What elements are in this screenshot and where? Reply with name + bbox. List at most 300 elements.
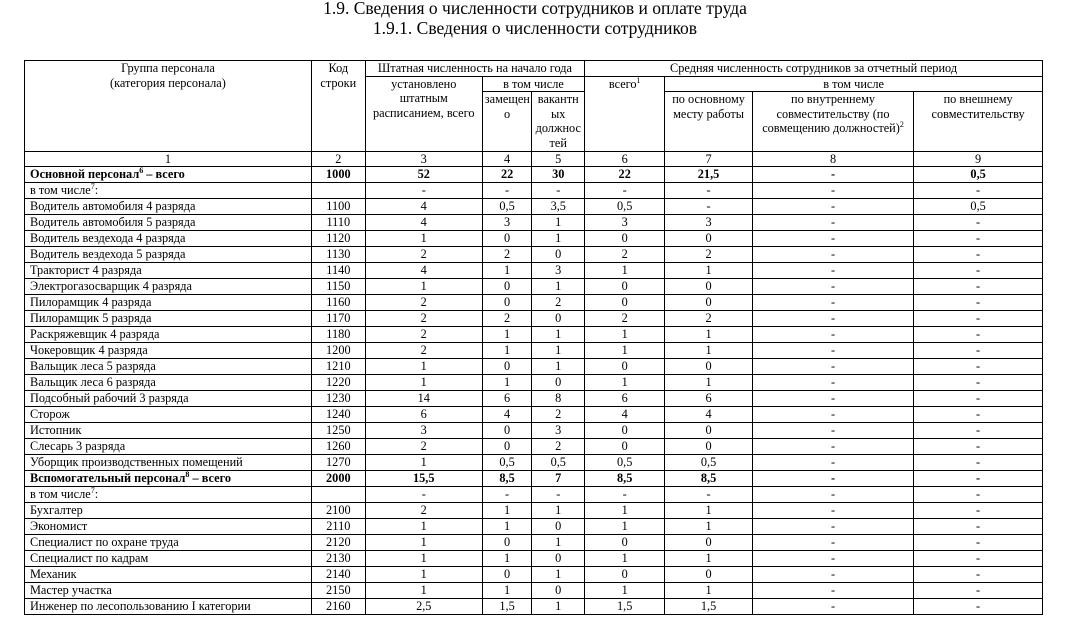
row-value-c5: 7 — [532, 471, 585, 487]
row-value-c8: - — [752, 487, 913, 503]
row-value-c6: 22 — [585, 167, 665, 183]
table-row — [25, 423, 1043, 439]
row-value-c6: 2 — [585, 311, 665, 327]
row-code: 1110 — [311, 215, 365, 231]
row-value-c5: 1 — [532, 215, 585, 231]
row-value-c6: 8,5 — [585, 471, 665, 487]
row-name: Мастер участка — [30, 583, 112, 598]
row-name: Бухгалтер — [30, 503, 83, 518]
row-value-c8: - — [752, 471, 913, 487]
row-name-cell — [25, 407, 312, 423]
row-value-c3: 2 — [365, 503, 482, 519]
row-value-c3: 2 — [365, 311, 482, 327]
row-value-c9: - — [914, 599, 1043, 615]
row-name: Пилорамщик 4 разряда — [30, 295, 152, 310]
row-name-tail: : — [94, 183, 99, 198]
header-code — [311, 61, 365, 152]
header-avg: Средняя численность сотрудников за отчетный период — [585, 61, 1043, 77]
table-row — [25, 231, 1043, 247]
row-value-c8: - — [752, 535, 913, 551]
row-name: Специалист по кадрам — [30, 551, 149, 566]
table-row — [25, 503, 1043, 519]
column-number: 8 — [752, 152, 913, 167]
row-value-c3: 2 — [365, 295, 482, 311]
row-value-c4: 1 — [482, 551, 532, 567]
row-value-c4: 1 — [482, 583, 532, 599]
row-value-c7: - — [665, 487, 753, 503]
column-number: 3 — [365, 152, 482, 167]
row-value-c5: 2 — [532, 439, 585, 455]
row-name-cell — [25, 455, 312, 471]
row-name-cell — [25, 359, 312, 375]
row-code: 2000 — [311, 471, 365, 487]
row-value-c8: - — [752, 551, 913, 567]
row-value-c5: - — [532, 487, 585, 503]
row-value-c6: 1 — [585, 503, 665, 519]
row-value-c8: - — [752, 199, 913, 215]
row-name: в том числе — [30, 183, 91, 198]
row-value-c8: - — [752, 311, 913, 327]
table-row — [25, 215, 1043, 231]
row-value-c7: 1 — [665, 503, 753, 519]
header-avg-internal-note: 2 — [899, 120, 904, 130]
row-name-cell — [25, 567, 312, 583]
row-value-c3: 1 — [365, 231, 482, 247]
row-name-cell — [25, 295, 312, 311]
row-code: 2140 — [311, 567, 365, 583]
row-name: Вальщик леса 6 разряда — [30, 375, 156, 390]
row-value-c5: 0 — [532, 551, 585, 567]
row-name: Тракторист 4 разряда — [30, 263, 142, 278]
row-value-c9: - — [914, 295, 1043, 311]
row-name-tail: – всего — [189, 471, 232, 486]
header-staff-incl: в том числе — [482, 76, 584, 92]
row-code: 1100 — [311, 199, 365, 215]
column-number: 7 — [665, 152, 753, 167]
row-value-c3: - — [365, 183, 482, 199]
row-name-cell — [25, 167, 312, 183]
column-number: 2 — [311, 152, 365, 167]
row-value-c8: - — [752, 567, 913, 583]
row-value-c4: 1 — [482, 263, 532, 279]
row-code: 2110 — [311, 519, 365, 535]
row-value-c6: 1 — [585, 551, 665, 567]
row-value-c6: 1 — [585, 583, 665, 599]
row-value-c4: 4 — [482, 407, 532, 423]
row-value-c7: 8,5 — [665, 471, 753, 487]
row-value-c9: - — [914, 583, 1043, 599]
row-value-c3: 3 — [365, 423, 482, 439]
row-value-c5: 0,5 — [532, 455, 585, 471]
row-value-c7: 0 — [665, 295, 753, 311]
row-value-c6: 1 — [585, 327, 665, 343]
row-value-c4: 0,5 — [482, 199, 532, 215]
row-value-c6: 0 — [585, 231, 665, 247]
header-staff-established: установлено штатным расписанием, всего — [365, 76, 482, 152]
row-value-c7: 1 — [665, 263, 753, 279]
row-value-c5: 0 — [532, 375, 585, 391]
row-value-c8: - — [752, 343, 913, 359]
page-title: 1.9. Сведения о численности сотрудников и оплате труда — [323, 0, 747, 18]
row-value-c5: 1 — [532, 567, 585, 583]
row-value-c9: - — [914, 535, 1043, 551]
row-name: Подсобный рабочий 3 разряда — [30, 391, 189, 406]
row-value-c6: 1 — [585, 263, 665, 279]
table-row — [25, 487, 1043, 503]
row-value-c3: 1 — [365, 279, 482, 295]
row-name-cell — [25, 503, 312, 519]
row-value-c3: 15,5 — [365, 471, 482, 487]
row-value-c9: - — [914, 455, 1043, 471]
row-name: Электрогазосварщик 4 разряда — [30, 279, 192, 294]
footnote-mark: 7 — [90, 182, 95, 192]
row-name-cell — [25, 551, 312, 567]
row-value-c5: 0 — [532, 583, 585, 599]
row-value-c3: 2 — [365, 327, 482, 343]
table-row — [25, 263, 1043, 279]
row-name-cell — [25, 199, 312, 215]
row-value-c3: 2 — [365, 343, 482, 359]
row-value-c9: - — [914, 231, 1043, 247]
row-value-c4: 8,5 — [482, 471, 532, 487]
row-code: 2120 — [311, 535, 365, 551]
row-value-c4: 0 — [482, 423, 532, 439]
footnote-mark: 7 — [90, 486, 95, 496]
row-name-cell — [25, 439, 312, 455]
row-code: 1140 — [311, 263, 365, 279]
table-row — [25, 167, 1043, 183]
row-value-c6: 2 — [585, 247, 665, 263]
row-name: Водитель автомобиля 5 разряда — [30, 215, 196, 230]
header-code-line2: строки — [320, 75, 357, 90]
row-name: Основной персонал — [30, 167, 140, 182]
row-value-c8: - — [752, 519, 913, 535]
row-value-c8: - — [752, 599, 913, 615]
header-avg-internal: по внутреннему совместительству (по совмещению должностей) — [762, 92, 900, 136]
header-staff: Штатная численность на начало года — [365, 61, 584, 77]
row-name: Пилорамщик 5 разряда — [30, 311, 152, 326]
row-value-c8: - — [752, 407, 913, 423]
row-value-c3: 4 — [365, 199, 482, 215]
row-value-c5: 0 — [532, 311, 585, 327]
row-name: Водитель вездехода 4 разряда — [30, 231, 186, 246]
row-value-c4: 2 — [482, 311, 532, 327]
table-row — [25, 311, 1043, 327]
header-group-line1: Группа персонала — [121, 61, 215, 75]
row-code: 2100 — [311, 503, 365, 519]
table-row — [25, 327, 1043, 343]
row-code: 2160 — [311, 599, 365, 615]
table-row — [25, 343, 1043, 359]
row-value-c4: 0 — [482, 231, 532, 247]
row-value-c5: 3,5 — [532, 199, 585, 215]
row-value-c6: - — [585, 487, 665, 503]
row-value-c9: - — [914, 407, 1043, 423]
table-row — [25, 295, 1043, 311]
row-code: 1200 — [311, 343, 365, 359]
row-name-cell — [25, 471, 312, 487]
row-name: Вальщик леса 5 разряда — [30, 359, 156, 374]
row-name: Водитель вездехода 5 разряда — [30, 247, 186, 262]
row-name-cell — [25, 311, 312, 327]
row-value-c9: - — [914, 487, 1043, 503]
header-avg-incl: в том числе — [665, 76, 1043, 92]
row-value-c8: - — [752, 503, 913, 519]
row-value-c4: - — [482, 183, 532, 199]
row-name-cell — [25, 231, 312, 247]
row-value-c6: 1 — [585, 375, 665, 391]
header-avg-total-cell — [585, 76, 665, 152]
row-value-c6: 1,5 — [585, 599, 665, 615]
header-avg-total: всего — [608, 76, 637, 91]
row-value-c3: 2 — [365, 247, 482, 263]
row-value-c8: - — [752, 439, 913, 455]
row-value-c7: 0 — [665, 423, 753, 439]
row-value-c6: 0 — [585, 535, 665, 551]
row-value-c6: 0 — [585, 439, 665, 455]
header-avg-main: по основному месту работы — [665, 92, 753, 152]
row-value-c7: 21,5 — [665, 167, 753, 183]
column-number: 5 — [532, 152, 585, 167]
table-row — [25, 199, 1043, 215]
row-value-c5: 1 — [532, 343, 585, 359]
header-avg-internal-cell — [752, 92, 913, 152]
row-value-c6: 0,5 — [585, 455, 665, 471]
row-value-c8: - — [752, 247, 913, 263]
row-name-cell — [25, 343, 312, 359]
row-value-c9: - — [914, 423, 1043, 439]
row-value-c9: - — [914, 471, 1043, 487]
row-value-c7: - — [665, 183, 753, 199]
row-name-tail: : — [94, 487, 99, 502]
row-name: Раскряжевщик 4 разряда — [30, 327, 160, 342]
row-value-c3: 1 — [365, 551, 482, 567]
row-code: 1130 — [311, 247, 365, 263]
table-row — [25, 359, 1043, 375]
row-value-c8: - — [752, 375, 913, 391]
row-value-c7: 0 — [665, 231, 753, 247]
row-name-cell — [25, 519, 312, 535]
row-code: 1230 — [311, 391, 365, 407]
row-value-c8: - — [752, 423, 913, 439]
column-number: 4 — [482, 152, 532, 167]
staff-table — [24, 60, 1043, 615]
row-value-c7: 0 — [665, 439, 753, 455]
row-value-c6: 4 — [585, 407, 665, 423]
row-code: 1250 — [311, 423, 365, 439]
row-value-c8: - — [752, 327, 913, 343]
row-value-c8: - — [752, 215, 913, 231]
row-value-c7: 3 — [665, 215, 753, 231]
table-row — [25, 567, 1043, 583]
row-name-cell — [25, 535, 312, 551]
row-name: Слесарь 3 разряда — [30, 439, 126, 454]
row-value-c9: - — [914, 247, 1043, 263]
row-code: 1160 — [311, 295, 365, 311]
header-code-line1: Код — [328, 61, 349, 75]
row-value-c5: 1 — [532, 535, 585, 551]
row-name: Уборщик производственных помещений — [30, 455, 243, 470]
row-value-c6: 0 — [585, 423, 665, 439]
row-value-c4: 22 — [482, 167, 532, 183]
row-value-c5: 1 — [532, 279, 585, 295]
row-value-c3: 1 — [365, 375, 482, 391]
row-name: Инженер по лесопользованию I категории — [30, 599, 251, 614]
row-value-c7: 1 — [665, 519, 753, 535]
row-code — [311, 487, 365, 503]
row-value-c9: - — [914, 391, 1043, 407]
row-code: 2150 — [311, 583, 365, 599]
row-value-c8: - — [752, 183, 913, 199]
row-value-c3: 1 — [365, 583, 482, 599]
row-name-cell — [25, 391, 312, 407]
row-value-c3: 4 — [365, 215, 482, 231]
row-name-cell — [25, 327, 312, 343]
row-value-c6: 0 — [585, 279, 665, 295]
row-name-cell — [25, 583, 312, 599]
row-code: 1220 — [311, 375, 365, 391]
row-code: 1240 — [311, 407, 365, 423]
row-value-c9: 0,5 — [914, 167, 1043, 183]
row-value-c7: 2 — [665, 247, 753, 263]
page-subtitle: 1.9.1. Сведения о численности сотрудников — [372, 18, 698, 38]
row-value-c5: 1 — [532, 231, 585, 247]
row-value-c5: 3 — [532, 263, 585, 279]
row-name: Истопник — [30, 423, 82, 438]
row-value-c3: 1 — [365, 455, 482, 471]
row-value-c9: - — [914, 263, 1043, 279]
row-value-c5: 3 — [532, 423, 585, 439]
row-code: 2130 — [311, 551, 365, 567]
row-name: Чокеровщик 4 разряда — [30, 343, 148, 358]
row-value-c6: 6 — [585, 391, 665, 407]
row-code: 1180 — [311, 327, 365, 343]
row-value-c7: 0,5 — [665, 455, 753, 471]
row-value-c5: 1 — [532, 359, 585, 375]
row-value-c4: 0 — [482, 279, 532, 295]
header-avg-total-note: 1 — [636, 76, 641, 85]
header-group — [25, 61, 312, 152]
row-value-c7: 1 — [665, 343, 753, 359]
row-value-c5: 8 — [532, 391, 585, 407]
row-value-c6: 3 — [585, 215, 665, 231]
header-avg-external: по внешнему совместительству — [914, 92, 1043, 152]
row-code: 1270 — [311, 455, 365, 471]
row-code: 1210 — [311, 359, 365, 375]
row-value-c7: 0 — [665, 535, 753, 551]
row-value-c5: 2 — [532, 295, 585, 311]
row-value-c8: - — [752, 263, 913, 279]
row-value-c6: - — [585, 183, 665, 199]
row-value-c4: 0,5 — [482, 455, 532, 471]
row-value-c9: - — [914, 215, 1043, 231]
row-name-cell — [25, 487, 312, 503]
row-value-c8: - — [752, 455, 913, 471]
row-value-c3: 1 — [365, 567, 482, 583]
row-value-c7: 6 — [665, 391, 753, 407]
footnote-mark: 6 — [139, 166, 144, 176]
row-name: Экономист — [30, 519, 88, 534]
row-value-c4: 6 — [482, 391, 532, 407]
row-value-c4: 1 — [482, 375, 532, 391]
row-value-c4: 1,5 — [482, 599, 532, 615]
table-row — [25, 183, 1043, 199]
table-row — [25, 247, 1043, 263]
row-value-c9: - — [914, 519, 1043, 535]
row-name: Вспомогательный персонал — [30, 471, 186, 486]
row-name-cell — [25, 183, 312, 199]
row-name: Водитель автомобиля 4 разряда — [30, 199, 196, 214]
row-value-c6: 0 — [585, 567, 665, 583]
row-code: 1170 — [311, 311, 365, 327]
table-row — [25, 279, 1043, 295]
row-value-c4: 0 — [482, 295, 532, 311]
row-value-c4: 1 — [482, 327, 532, 343]
row-value-c4: 0 — [482, 567, 532, 583]
row-value-c6: 1 — [585, 519, 665, 535]
column-number: 9 — [914, 152, 1043, 167]
row-value-c3: 1 — [365, 359, 482, 375]
column-number-row — [25, 152, 1043, 167]
row-value-c9: 0,5 — [914, 199, 1043, 215]
row-value-c6: 0,5 — [585, 199, 665, 215]
row-value-c4: 0 — [482, 359, 532, 375]
row-value-c8: - — [752, 231, 913, 247]
row-value-c3: 1 — [365, 535, 482, 551]
row-name: Сторож — [30, 407, 70, 422]
row-value-c6: 0 — [585, 359, 665, 375]
row-name-cell — [25, 375, 312, 391]
table-row — [25, 519, 1043, 535]
table-row — [25, 583, 1043, 599]
row-value-c9: - — [914, 567, 1043, 583]
row-value-c3: 1 — [365, 519, 482, 535]
row-value-c9: - — [914, 343, 1043, 359]
row-name-cell — [25, 279, 312, 295]
row-value-c4: 2 — [482, 247, 532, 263]
row-name-cell — [25, 215, 312, 231]
row-value-c4: 0 — [482, 535, 532, 551]
row-value-c3: 2 — [365, 439, 482, 455]
row-value-c6: 1 — [585, 343, 665, 359]
row-value-c9: - — [914, 183, 1043, 199]
row-value-c8: - — [752, 359, 913, 375]
row-value-c7: 1,5 — [665, 599, 753, 615]
row-value-c4: 1 — [482, 503, 532, 519]
row-value-c5: - — [532, 183, 585, 199]
row-value-c3: 6 — [365, 407, 482, 423]
row-value-c9: - — [914, 503, 1043, 519]
column-number: 6 — [585, 152, 665, 167]
table-row — [25, 391, 1043, 407]
row-value-c9: - — [914, 279, 1043, 295]
row-value-c7: - — [665, 199, 753, 215]
row-code: 1120 — [311, 231, 365, 247]
row-value-c5: 0 — [532, 247, 585, 263]
row-value-c7: 2 — [665, 311, 753, 327]
table-row — [25, 599, 1043, 615]
column-number: 1 — [25, 152, 312, 167]
row-name: Специалист по охране труда — [30, 535, 179, 550]
row-value-c5: 0 — [532, 519, 585, 535]
row-value-c3: 4 — [365, 263, 482, 279]
row-value-c3: 52 — [365, 167, 482, 183]
header-staff-vacant: вакантн ых должнос тей — [532, 92, 585, 152]
row-code: 1260 — [311, 439, 365, 455]
row-value-c9: - — [914, 551, 1043, 567]
row-value-c4: 3 — [482, 215, 532, 231]
table-row — [25, 455, 1043, 471]
